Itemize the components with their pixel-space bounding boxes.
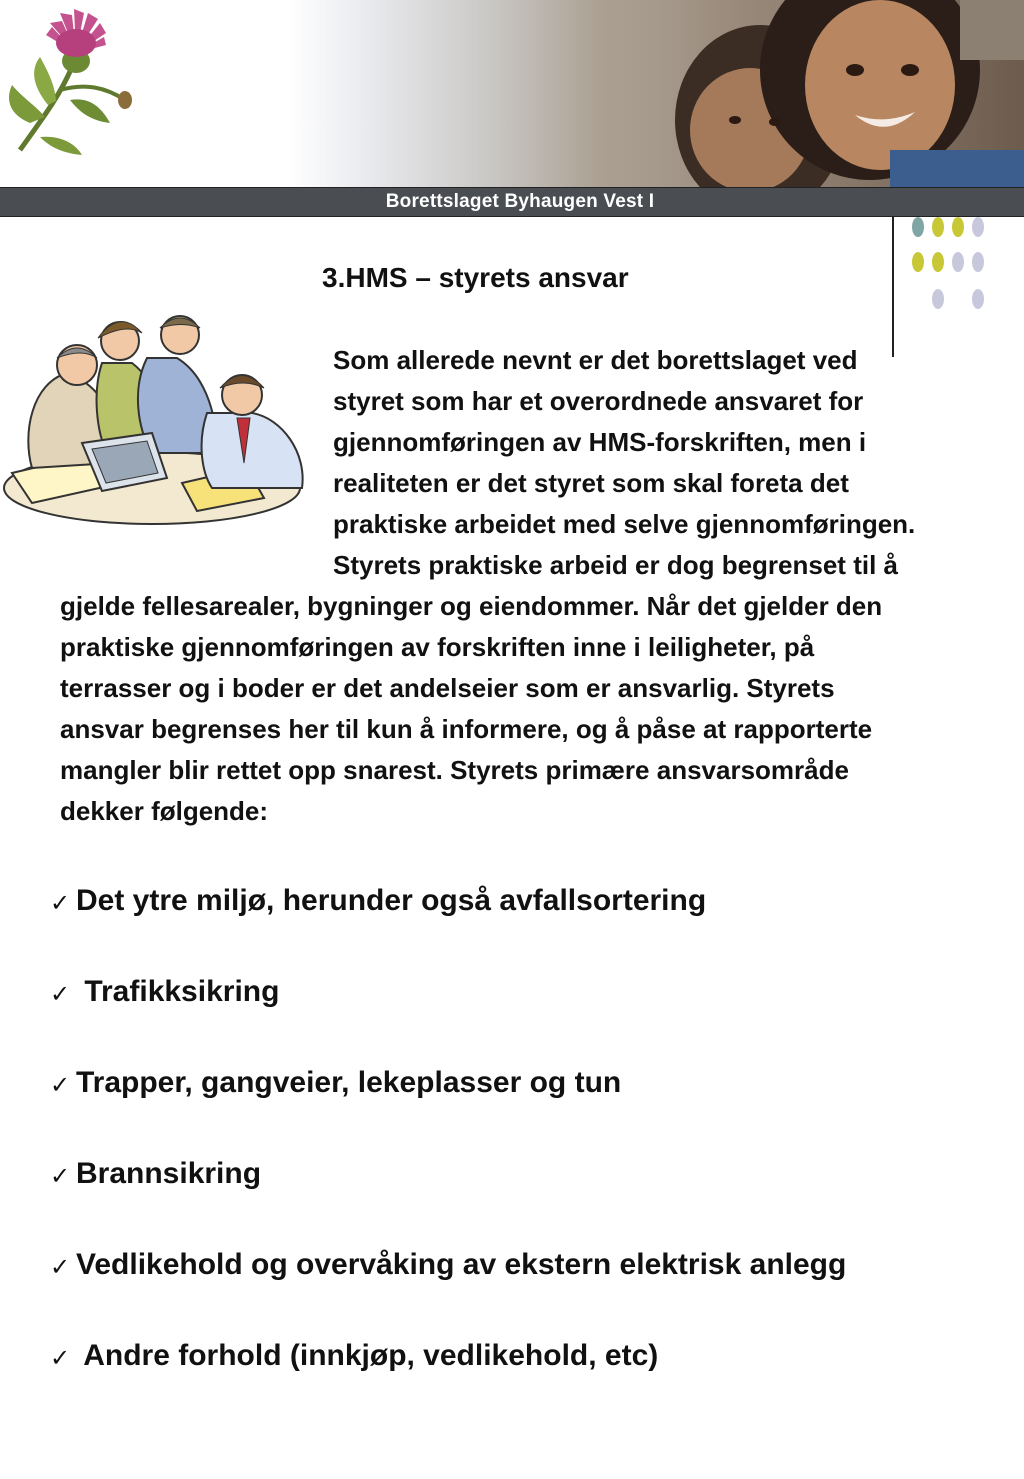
- header-banner: [0, 0, 1024, 188]
- list-item-label: Det ytre miljø, herunder også avfallsortering: [76, 884, 707, 917]
- list-item-label: Trafikksikring: [76, 975, 280, 1008]
- decorative-dots-icon: [908, 215, 988, 315]
- list-item: [50, 884, 1000, 975]
- paragraph-line: gjelde fellesarealer, bygninger og eiendommer. Når det gjelder den: [60, 591, 883, 621]
- paragraph-line: praktiske gjennomføringen av forskriften inne i leiligheter, på: [60, 632, 815, 662]
- list-item: [50, 1066, 1000, 1157]
- checkmark-icon: ✓: [50, 1162, 71, 1190]
- organization-band: [0, 187, 1024, 217]
- dot: [932, 252, 944, 272]
- dot: [952, 217, 964, 237]
- dot: [972, 252, 984, 272]
- dot: [932, 289, 944, 309]
- page-title: 3.HMS – styrets ansvar: [322, 262, 629, 293]
- dot: [972, 289, 984, 309]
- dot: [912, 217, 924, 237]
- list-item-label: Trapper, gangveier, lekeplasser og tun: [76, 1066, 622, 1099]
- checkmark-icon: ✓: [50, 1071, 71, 1099]
- paragraph-line: styret som har et overordnede ansvaret for: [333, 386, 864, 416]
- list-item-label: Vedlikehold og overvåking av ekstern elektrisk anlegg: [76, 1248, 847, 1281]
- divider-line: [892, 217, 894, 357]
- paragraph-line: ansvar begrenses her til kun å informere, og å påse at rapporterte: [60, 714, 873, 744]
- paragraph-line: gjennomføringen av HMS-forskriften, men i: [333, 427, 867, 457]
- paragraph-line: realiteten er det styret som skal foreta det: [333, 468, 849, 498]
- intro-paragraph-bottom: [60, 586, 990, 832]
- paragraph-line: Styrets praktiske arbeid er dog begrenset til å: [333, 550, 898, 580]
- paragraph-line: terrasser og i boder er det andelseier som er ansvarlig. Styrets: [60, 673, 835, 703]
- list-item: [50, 1157, 1000, 1248]
- paragraph-line: mangler blir rettet opp snarest. Styrets primære ansvarsområde: [60, 755, 849, 785]
- checkmark-icon: ✓: [50, 889, 71, 917]
- list-item: [50, 1248, 1000, 1339]
- thistle-flower-icon: [0, 5, 145, 155]
- meeting-people-clipart-icon: [2, 303, 312, 528]
- checkmark-icon: ✓: [50, 1344, 71, 1372]
- list-item-label: Andre forhold (innkjøp, vedlikehold, etc): [76, 1339, 659, 1372]
- list-item: [50, 975, 1000, 1066]
- children-photo-image: [600, 0, 1024, 188]
- responsibility-list: [50, 884, 1000, 1430]
- dot: [972, 217, 984, 237]
- dot: [912, 252, 924, 272]
- list-item-label: Brannsikring: [76, 1157, 262, 1190]
- paragraph-line: Som allerede nevnt er det borettslaget ved: [333, 345, 858, 375]
- dot: [932, 217, 944, 237]
- paragraph-line: praktiske arbeidet med selve gjennomføringen.: [333, 509, 916, 539]
- checkmark-icon: ✓: [50, 1253, 71, 1281]
- organization-name: Borettslaget Byhaugen Vest I: [385, 191, 655, 212]
- checkmark-icon: ✓: [50, 980, 71, 1008]
- list-item: [50, 1339, 1000, 1430]
- intro-paragraph-top: [333, 340, 983, 586]
- paragraph-line: dekker følgende:: [60, 796, 269, 826]
- dot: [952, 252, 964, 272]
